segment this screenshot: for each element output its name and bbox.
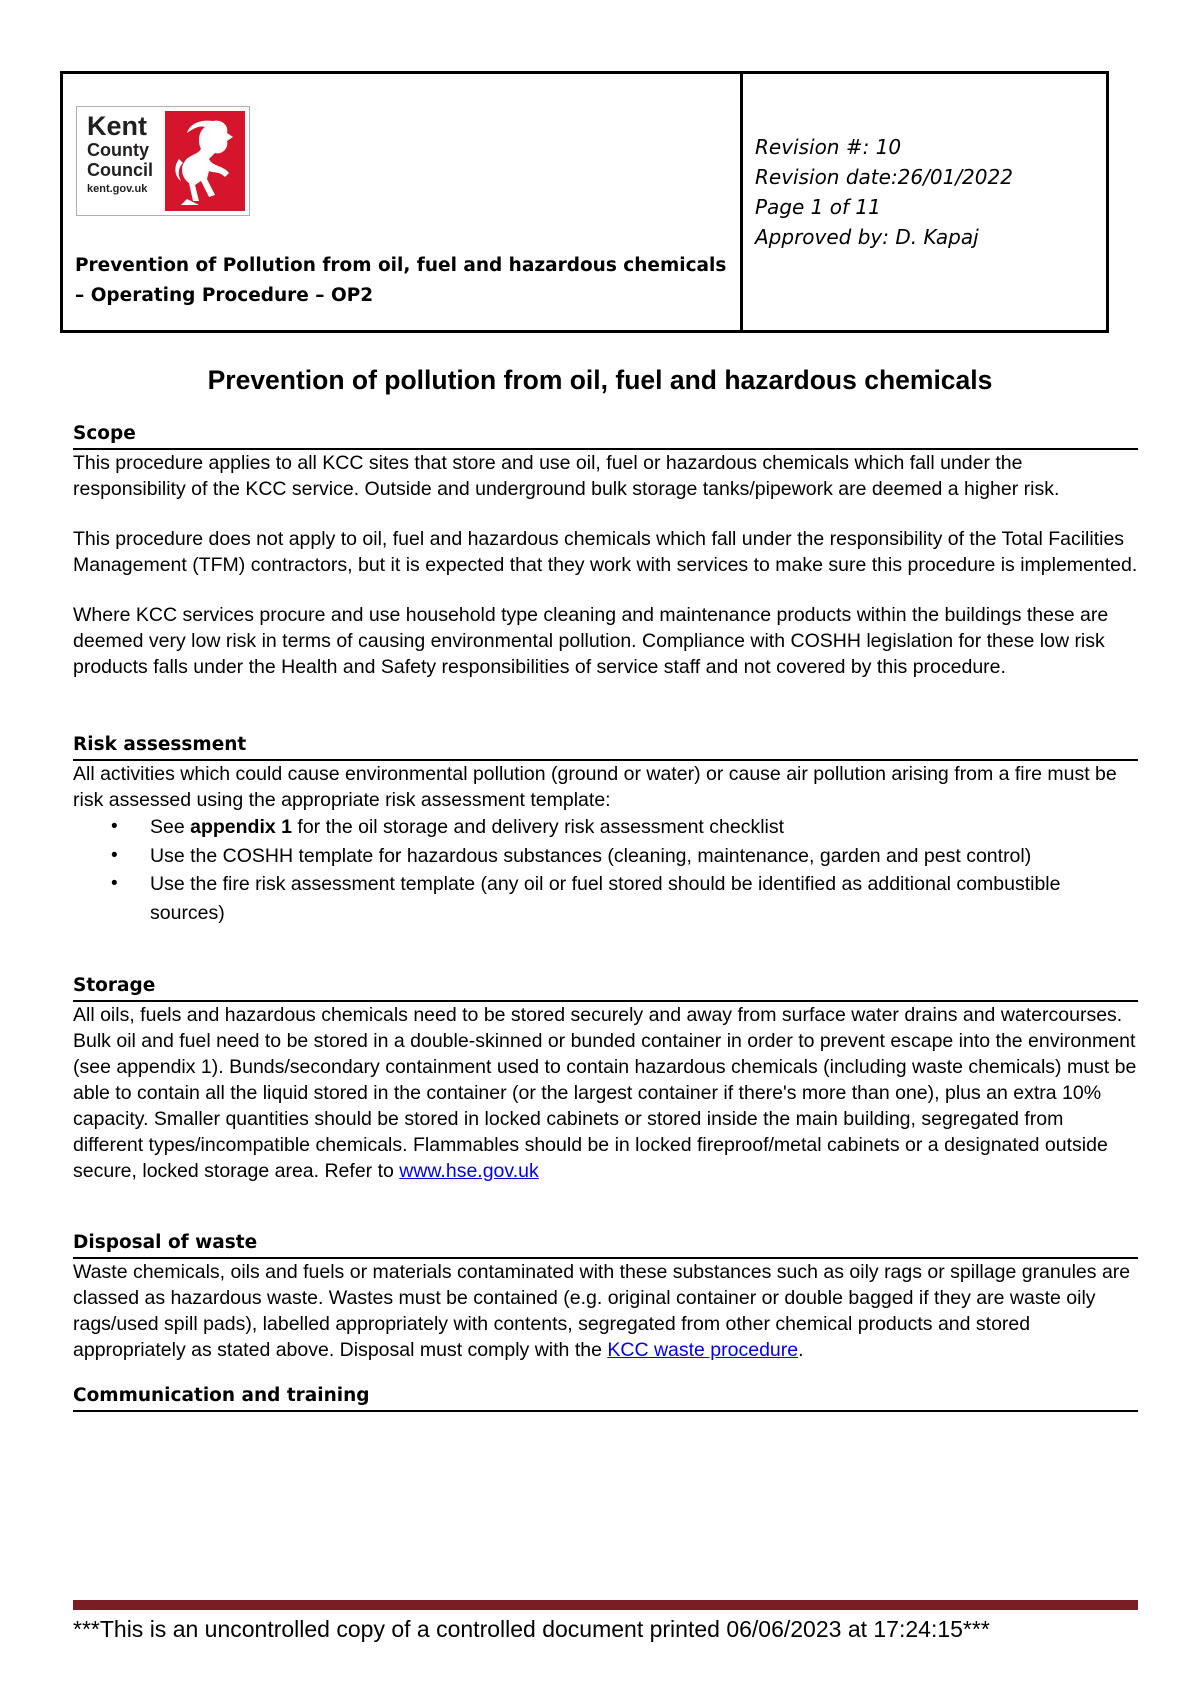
kcc-logo: [76, 106, 250, 216]
disposal-heading: Disposal of waste: [73, 1230, 1138, 1259]
white-horse-icon: [165, 111, 245, 211]
header-left-cell: [63, 74, 743, 330]
risk-intro: All activities which could cause environmental pollution (ground or water) or cause air pollution arising from a fire must be risk assessed using the appropriate risk assessment template:: [73, 763, 1117, 811]
hse-link[interactable]: www.hse.gov.uk: [399, 1160, 539, 1182]
header-right-cell: [743, 74, 1106, 330]
risk-list: [73, 813, 1138, 927]
list-item: • See appendix 1 for the oil storage and delivery risk assessment checklist: [73, 813, 1138, 842]
scope-heading: Scope: [73, 421, 1138, 450]
list-item: • Use the fire risk assessment template (any oil or fuel stored should be identified as additional combustible sources): [73, 870, 1138, 927]
waste-procedure-link[interactable]: KCC waste procedure: [607, 1339, 799, 1361]
appendix-reference: appendix 1: [190, 816, 292, 838]
scope-paragraph-1: This procedure applies to all KCC sites that store and use oil, fuel or hazardous chemicals which fall under the responsibility of the KCC service. Outside and underground bulk storage tanks/pipework are deemed a higher risk.: [73, 452, 1060, 500]
page-number: Page 1 of 11: [755, 195, 881, 219]
bullet-icon: •: [111, 873, 118, 894]
approved-by: Approved by: D. Kapaj: [755, 225, 979, 249]
logo-county: County: [87, 140, 149, 160]
footer-divider: [73, 1600, 1138, 1610]
logo-url: kent.gov.uk: [87, 183, 148, 195]
logo-kent: Kent: [87, 111, 147, 141]
logo-wordmark: [77, 107, 165, 215]
footer-disclaimer: ***This is an uncontrolled copy of a controlled document printed 06/06/2023 at 17:24:15***: [73, 1616, 990, 1642]
header-title: Prevention of Pollution from oil, fuel and hazardous chemicals – Operating Procedure – OP2: [75, 255, 727, 306]
scope-paragraph-2: This procedure does not apply to oil, fuel and hazardous chemicals which fall under the responsibility of the Total Facilities Management (TFM) contractors, but it is expected that they work with services to make sure this procedure is implemented.: [73, 528, 1138, 576]
storage-heading: Storage: [73, 973, 1138, 1002]
list-item: • Use the COSHH template for hazardous substances (cleaning, maintenance, garden and pest control): [73, 842, 1138, 871]
risk-heading: Risk assessment: [73, 732, 1138, 761]
bullet-icon: •: [111, 816, 118, 837]
logo-council: Council: [87, 160, 153, 180]
communication-heading: Communication and training: [73, 1383, 1138, 1412]
document-body: [73, 421, 1138, 1412]
document-header: [60, 71, 1109, 333]
revision-date: Revision date:26/01/2022: [755, 165, 1013, 189]
revision-number: Revision #: 10: [755, 135, 902, 159]
bullet-icon: •: [111, 844, 118, 866]
disposal-paragraph: Waste chemicals, oils and fuels or materials contaminated with these substances such as oily rags or spillage granules are classed as hazardous waste. Wastes must be contained (e.g. original container or double bagged if they are waste oily rags/used spill pads), labelled appropriately with contents, segregated from other chemical products and stored appropriately as stated above. Disposal must comply with the KCC waste procedure.: [73, 1261, 1131, 1361]
document-title: Prevention of pollution from oil, fuel and hazardous chemicals: [207, 365, 993, 395]
scope-paragraph-3: Where KCC services procure and use household type cleaning and maintenance products within the buildings these are deemed very low risk in terms of causing environmental pollution. Compliance with COSHH legislation for these low risk products falls under the Health and Safety responsibilities of service staff and not covered by this procedure.: [73, 604, 1109, 678]
storage-paragraph: All oils, fuels and hazardous chemicals need to be stored securely and away from surface water drains and watercourses. Bulk oil and fuel need to be stored in a double-skinned or bunded container in order to prevent escape into the environment (see appendix 1). Bunds/secondary containment used to contain hazardous chemicals (including waste chemicals) must be able to contain all the liquid stored in the container (or the largest container if there's more than one), plus an extra 10% capacity. Smaller quantities should be stored in locked cabinets or stored inside the main building, segregated from different types/incompatible chemicals. Flammables should be in locked fireproof/metal cabinets or a designated outside secure, locked storage area. Refer to www.hse.gov.uk: [73, 1004, 1137, 1182]
